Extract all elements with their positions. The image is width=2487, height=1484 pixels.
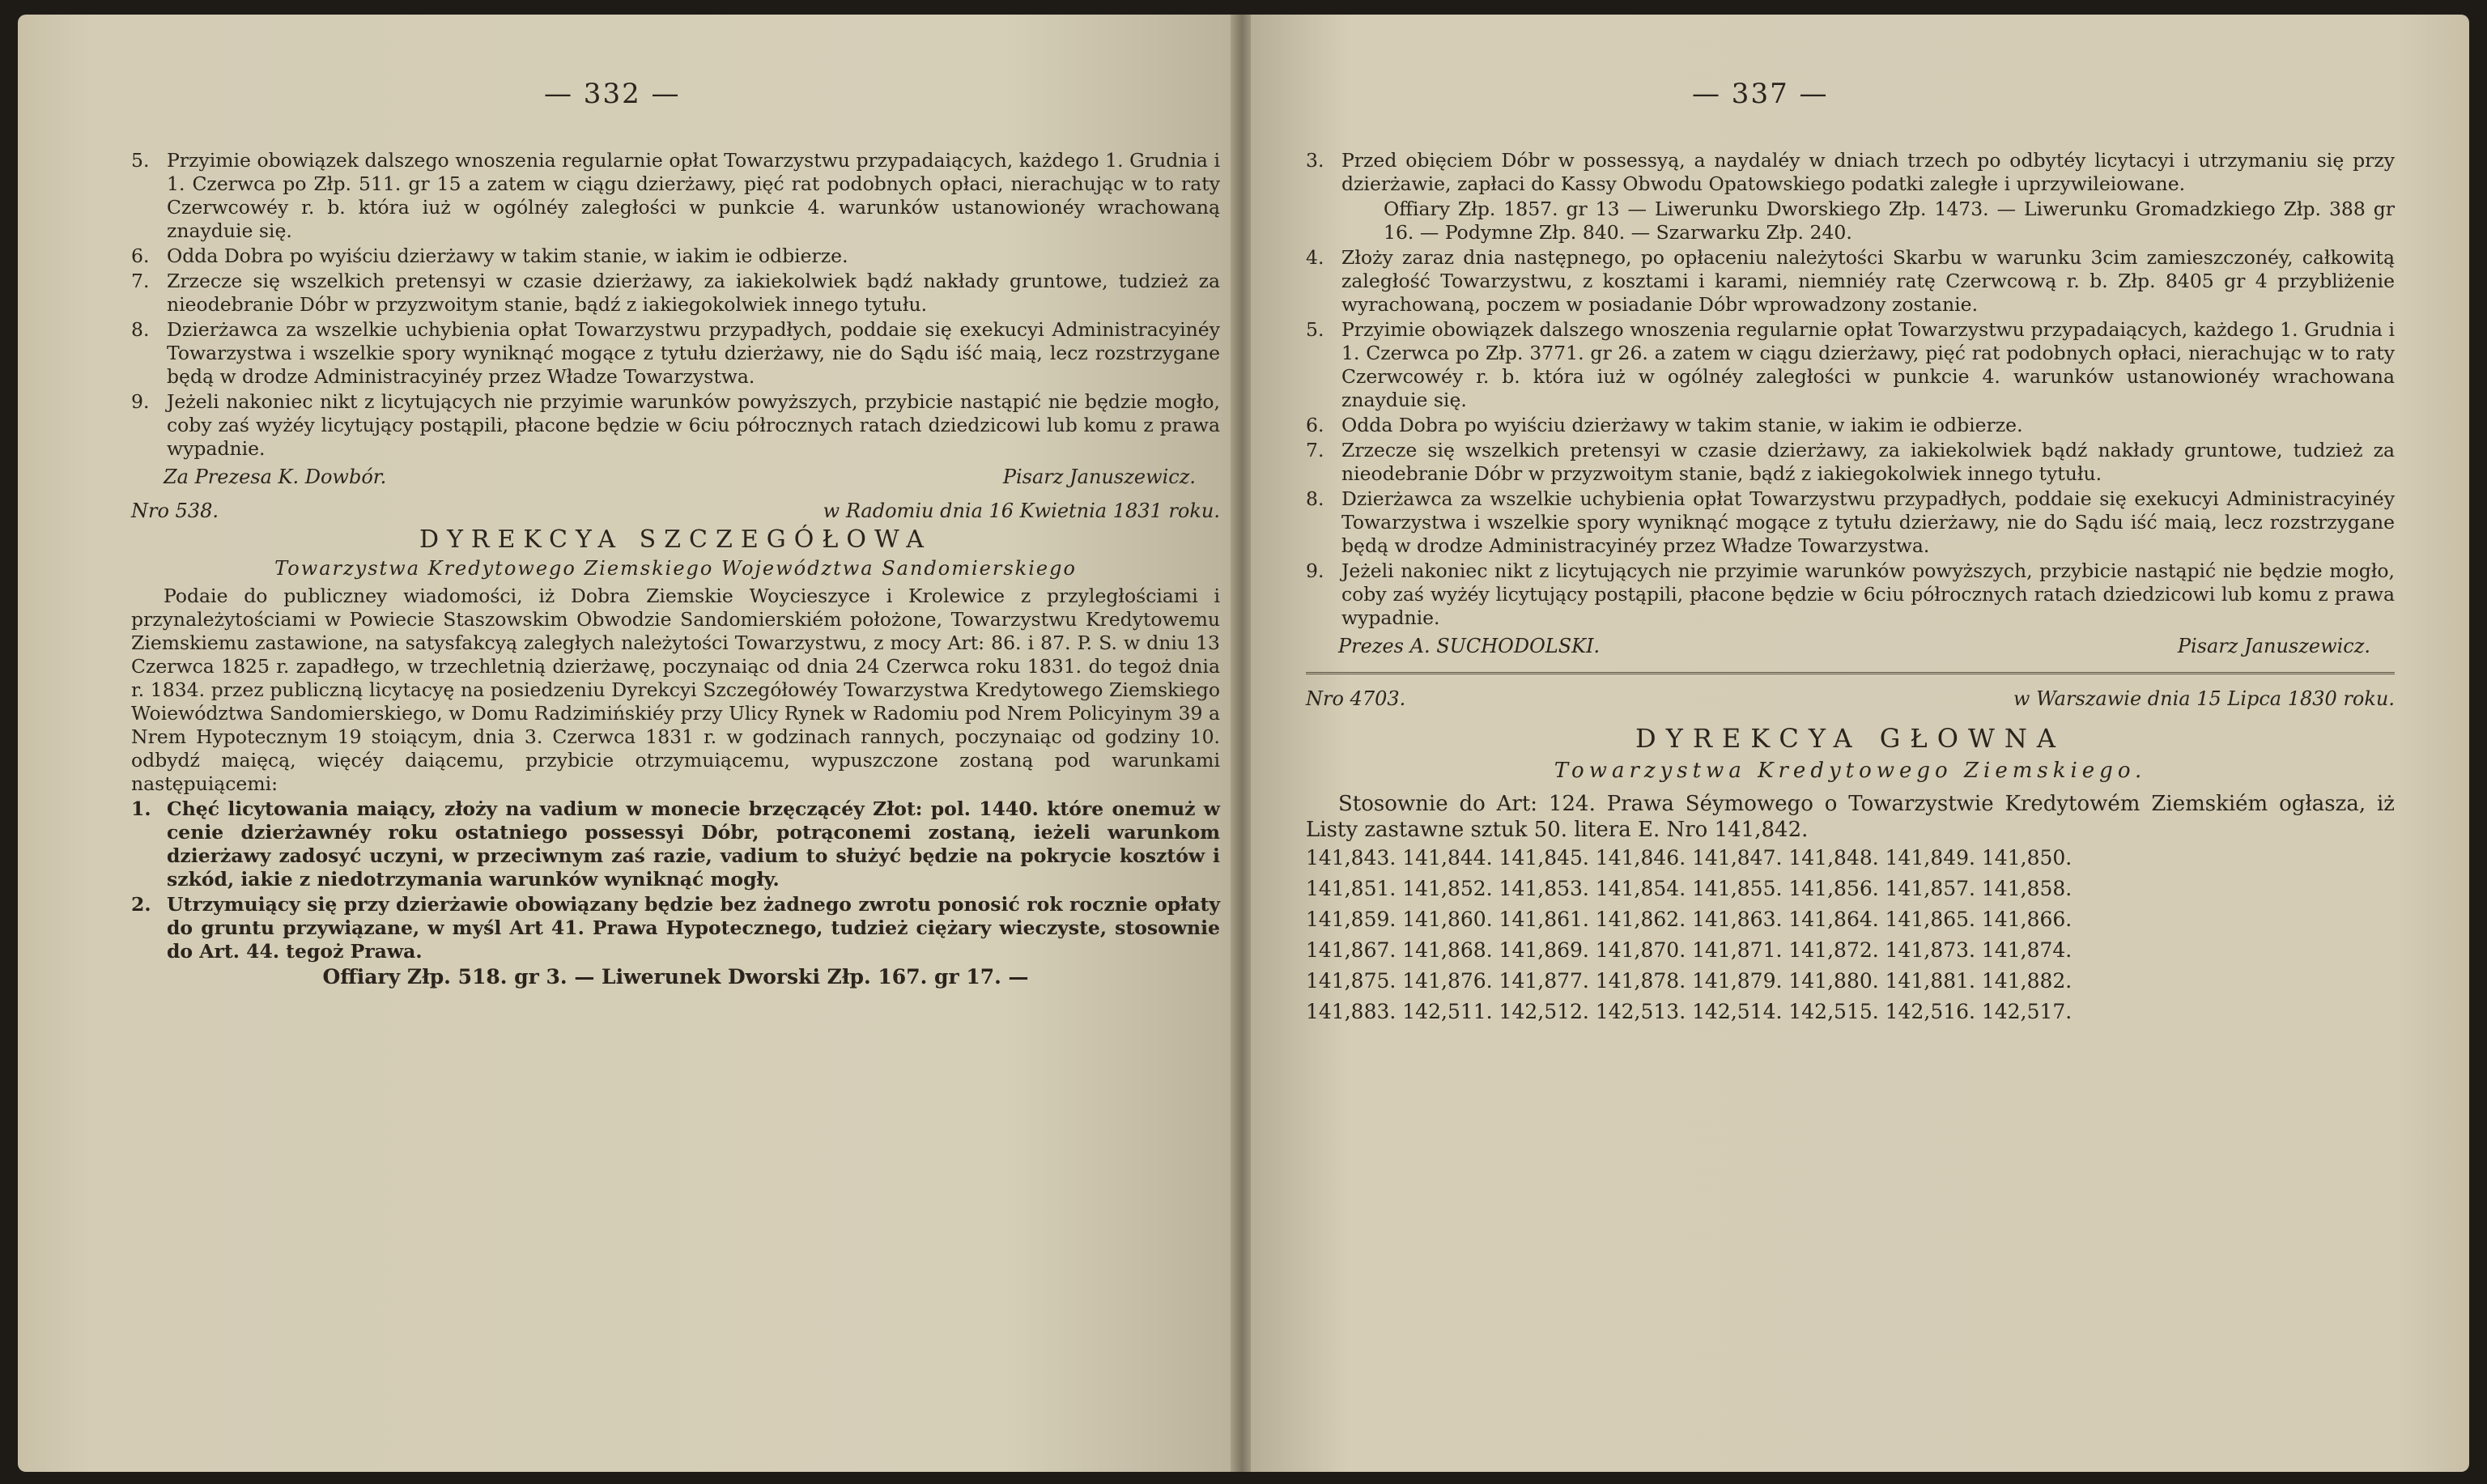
notice-body: Stosownie do Art: 124. Prawa Séymowego o Towarzystwie Kredytowém Ziemskiém ogłasza, iż Listy zastawne sztuk 50. litera E. Nro 141,842. <box>1306 792 2395 842</box>
list-item <box>131 244 1220 268</box>
item-number: 5. <box>131 149 150 172</box>
item-number: 9. <box>1306 559 1324 582</box>
bond-number-row: 141,851. 141,852. 141,853. 141,854. 141,855. 141,856. 141,857. 141,858. <box>1306 877 2072 900</box>
item-text: Przyimie obowiązek dalszego wnoszenia regularnie opłat Towarzystwu przypadaiących, każdego 1. Grudnia i 1. Czerwca po Złp. 3771. gr 26. a zatem w ciągu dzierżawy, pięć rat podobnych opłaci, nierachując w to raty Czerwcowéy r. b. która iuż w ogólnéy zaległości w punkcie 4. warunków ustanowionéy wrachowana znayduie się. <box>1341 318 2395 411</box>
notice-header <box>1306 687 2395 710</box>
list-item <box>131 318 1220 389</box>
notice-place-date: w Warszawie dnia 15 Lipca 1830 roku. <box>2013 687 2395 710</box>
tax-list <box>1306 198 2395 244</box>
list-item <box>1306 487 2395 558</box>
signature-president: Prezes A. SUCHODOLSKI. <box>1338 635 1601 657</box>
item-number: 7. <box>131 270 150 292</box>
list-item <box>1306 318 2395 412</box>
signature-clerk: Pisarz Januszewicz. <box>1002 466 1196 488</box>
bond-number-row: 141,883. 142,511. 142,512. 142,513. 142,514. 142,515. 142,516. 142,517. <box>1306 1000 2072 1023</box>
list-item <box>1306 149 2395 196</box>
notice-body: Podaie do publiczney wiadomości, iż Dobra Ziemskie Woycieszyce i Krolewice z przyległościami i przynależytościami w Powiecie Staszowskim Obwodzie Sandomierskiém położone, Towarzystwu Kredytowemu Ziemskiemu zastawione, na satysfakcyą zaległych należytości Towarzystwu, z mocy Art: 86. i 87. P. S. w dniu 13 Czerwca 1825 r. zapadłego, w trzechletnią dzierżawę, poczynaiąc od dnia 24 Czerwca roku 1831. do tegoż dnia r. 1834. przez publiczną licytacyę na posiedzeniu Dyrekcyi Szczegółowéy Towarzystwa Kredytowego Ziemskiego Woiewództwa Sandomierskiego, w Domu Radzimińskiéy przy Ulicy Rynek w Radomiu pod Nrem Policyinym 39 a Nrem Hypotecznym 19 stoiącym, dnia 3. Czerwca 1831 r. w godzinach rannych, poczynaiąc od godziny 10. odbydź maięcą, więcéy daiącemu, przybicie otrzymuiącemu, wypuszczone zostaną pod warunkami następuiącemi: <box>131 585 1220 795</box>
notice-heading: DYREKCYA GŁOWNA <box>1635 723 2065 754</box>
item-text: Dzierżawca za wszelkie uchybienia opłat Towarzystwu przypadłych, poddaie się exekucyi Administracyinéy Towarzystwa i wszelkie spory wyniknąć mogące z tytułu dzierżawy, nie do Sądu iść maią, lecz rozstrzygane będą w drodze Administracyinéy przez Władze Towarzystwa. <box>1341 487 2395 557</box>
item-text: Jeżeli nakoniec nikt z licytujących nie przyimie warunków powyższych, przybicie nastąpić nie będzie mogło, coby zaś wyżéy licytujący postąpili, płacone będzie w 6ciu półrocznych ratach dziedzicowi lub komu z prawa wypadnie. <box>1341 559 2395 629</box>
right-page <box>1251 15 2469 1472</box>
item-number: 1. <box>131 797 151 820</box>
list-item <box>131 149 1220 243</box>
item-text: Odda Dobra po wyiściu dzierżawy w takim stanie, w iakim ie odbierze. <box>1341 414 2023 436</box>
item-text: Odda Dobra po wyiściu dzierżawy w takim stanie, w iakim ie odbierze. <box>167 244 848 267</box>
list-item <box>1306 414 2395 437</box>
list-item <box>1306 559 2395 630</box>
item-text: Złoży zaraz dnia następnego, po opłaceniu należytości Skarbu w warunku 3cim zamieszczonéy, całkowitą zaległość Towarzystwu, z kosztami i karami, niemniéy ratę Czerwcową r. b. Złp. 8405 gr 4 przybliżenie wyrachowaną, poczem w posiadanie Dóbr wprowadzony zostanie. <box>1341 246 2395 316</box>
item-number: 7. <box>1306 439 1324 461</box>
notice-heading: DYREKCYA SZCZEGÓŁOWA <box>419 525 932 554</box>
item-number: 9. <box>131 390 150 413</box>
signature-line <box>1338 635 2370 657</box>
item-number: 3. <box>1306 149 1324 172</box>
notice-number: Nro 4703. <box>1306 687 1406 710</box>
page-number: — 337 — <box>1692 78 1829 110</box>
bond-number-row: 141,843. 141,844. 141,845. 141,846. 141,847. 141,848. 141,849. 141,850. <box>1306 846 2072 870</box>
item-number: 2. <box>131 893 151 916</box>
item-number: 8. <box>131 318 150 341</box>
item-number: 6. <box>131 244 150 267</box>
conditions-list <box>131 149 1220 461</box>
item-text: Przed obięciem Dóbr w possessyą, a naydaléy w dniach trzech po odbytéy licytacyi i utrzymaniu się przy dzierżawie, zapłaci do Kassy Obwodu Opatowskiego podatki zaległe i uprzywileiowane. <box>1341 149 2395 195</box>
notice-header <box>131 500 1220 522</box>
list-item <box>131 893 1220 963</box>
notice-number: Nro 538. <box>131 500 219 522</box>
item-text: Zrzecze się wszelkich pretensyi w czasie dzierżawy, za iakiekolwiek bądź nakłady gruntowe, tudzież za nieodebranie Dóbr w przyzwoitym stanie, bądź z iakiegokolwiek innego tytułu. <box>1341 439 2395 485</box>
auction-conditions-list <box>131 797 1220 963</box>
item-text: Dzierżawca za wszelkie uchybienia opłat Towarzystwu przypadłych, poddaie się exekucyi Administracyinéy Towarzystwa i wszelkie spory wyniknąć mogące z tytułu dzierżawy, nie do Sądu iść maią, lecz rozstrzygane będą w drodze Administracyinéy przez Władze Towarzystwa. <box>167 318 1220 388</box>
item-text: Zrzecze się wszelkich pretensyi w czasie dzierżawy, za iakiekolwiek bądź nakłady gruntowe, tudzież za nieodebranie Dóbr w przyzwoitym stanie, bądź z iakiegokolwiek innego tytułu. <box>167 270 1220 316</box>
signature-president: Za Prezesa K. Dowbór. <box>164 466 387 488</box>
list-item <box>131 797 1220 891</box>
list-item <box>1306 246 2395 317</box>
list-item <box>131 270 1220 317</box>
list-item <box>1306 439 2395 486</box>
item-number: 4. <box>1306 246 1324 269</box>
conditions-list <box>1306 149 2395 630</box>
book-gutter <box>1231 15 1253 1472</box>
list-item <box>131 390 1220 461</box>
bond-number-row: 141,875. 141,876. 141,877. 141,878. 141,879. 141,880. 141,881. 141,882. <box>1306 969 2072 993</box>
item-text: Jeżeli nakoniec nikt z licytujących nie przyimie warunków powyższych, przybicie nastąpić nie będzie mogło, coby zaś wyżéy licytujący postąpili, płacone będzie w 6ciu półrocznych ratach dziedzicowi lub komu z prawa wypadnie. <box>167 390 1220 460</box>
item-text: Chęć licytowania maiący, złoży na vadium w monecie brzęczącéy Złot: pol. 1440. które onemuż w cenie dzierżawnéy roku ostatniego possessyi Dóbr, potrąconemi zostaną, ieżeli warunkom dzierżawy zadosyć uczyni, w przeciwnym zaś razie, vadium to służyć będzie na pokrycie kosztów i szkód, iakie z niedotrzymania warunków wyniknąć mogły. <box>167 797 1220 891</box>
left-text-column <box>131 79 1220 1439</box>
section-divider <box>1306 672 2395 674</box>
notice-subheading: Towarzystwa Kredytowego Ziemskiego Województwa Sandomierskiego <box>274 557 1077 580</box>
item-number: 6. <box>1306 414 1324 436</box>
right-text-column <box>1306 79 2395 1439</box>
left-page <box>18 15 1248 1472</box>
item-number: 5. <box>1306 318 1324 341</box>
notice-place-date: w Radomiu dnia 16 Kwietnia 1831 roku. <box>823 500 1220 522</box>
bond-number-list <box>1306 843 2395 1027</box>
signature-line <box>164 466 1196 488</box>
notice-subheading: Towarzystwa Kredytowego Ziemskiego. <box>1554 759 2147 783</box>
page-number: — 332 — <box>544 78 681 110</box>
item-text: Przyimie obowiązek dalszego wnoszenia regularnie opłat Towarzystwu przypadaiących, każdego 1. Grudnia i 1. Czerwca po Złp. 511. gr 15 a zatem w ciągu dzierżawy, pięć rat podobnych opłaci, nierachując w to raty Czerwcowéy r. b. która iuż w ogólnéy zaległości w punkcie 4. warunków ustanowionéy wrachowaną znayduie się. <box>167 149 1220 242</box>
bond-number-row: 141,859. 141,860. 141,861. 141,862. 141,863. 141,864. 141,865. 141,866. <box>1306 908 2072 931</box>
item-text: Utrzymuiący się przy dzierżawie obowiązany będzie bez żadnego zwrotu ponosić rok rocznie opłaty do gruntu przywiązane, w myśl Art 41. Prawa Hypotecznego, tudzież ciężary wieczyste, stosownie do Art. 44. tegoż Prawa. <box>167 893 1220 963</box>
item-text: Offiary Złp. 1857. gr 13 — Liwerunku Dworskiego Złp. 1473. — Liwerunku Gromadzkiego Złp. 388 gr 16. — Podymne Złp. 840. — Szarwarku Złp. 240. <box>1384 198 2395 244</box>
item-number: 8. <box>1306 487 1324 510</box>
bond-number-row: 141,867. 141,868. 141,869. 141,870. 141,871. 141,872. 141,873. 141,874. <box>1306 938 2072 962</box>
fees-line: Offiary Złp. 518. gr 3. — Liwerunek Dworski Złp. 167. gr 17. — <box>322 965 1029 989</box>
signature-clerk: Pisarz Januszewicz. <box>2177 635 2370 657</box>
